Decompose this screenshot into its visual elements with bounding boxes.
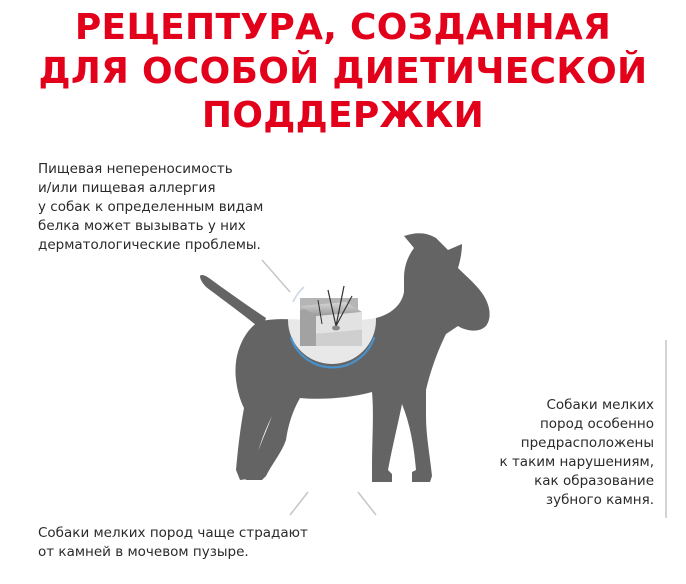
skin-callout-line-1: Пищевая непереносимость xyxy=(38,161,233,177)
teeth-callout-line-3: предрасположены xyxy=(520,435,654,451)
teeth-callout-line-1: Собаки мелких xyxy=(546,397,654,413)
teeth-callout-line-5: как образование xyxy=(534,473,654,489)
bladder-callout-line-2: от камней в мочевом пузыре. xyxy=(38,544,249,560)
skin-callout-line-5: дерматологические проблемы. xyxy=(38,237,261,253)
bladder-callout-line-1: Собаки мелких пород чаще страдают xyxy=(38,525,308,541)
bladder-stones-callout xyxy=(38,524,308,562)
skin-callout-line xyxy=(38,260,290,292)
teeth-callout-line-2: пород особенно xyxy=(539,416,654,432)
skin-callout-line-4: белка может вызывать у них xyxy=(38,218,246,234)
teeth-callout-line-4: к таким нарушениям, xyxy=(499,454,654,470)
title-line-3: ПОДДЕРЖКИ xyxy=(201,95,485,136)
bladder-callout-line xyxy=(38,492,520,515)
teeth-callout-line-6: зубного камня. xyxy=(545,492,654,508)
dental-tartar-callout xyxy=(500,396,655,510)
title-line-1: РЕЦЕПТУРА, СОЗДАННАЯ xyxy=(74,7,612,48)
title-line-2: ДЛЯ ОСОБОЙ ДИЕТИЧЕСКОЙ xyxy=(38,51,648,92)
skin-allergy-callout xyxy=(38,160,263,255)
skin-callout-line-3: у собак к определенным видам xyxy=(38,199,264,215)
skin-callout-line-2: и/или пищевая аллергия xyxy=(38,180,216,196)
